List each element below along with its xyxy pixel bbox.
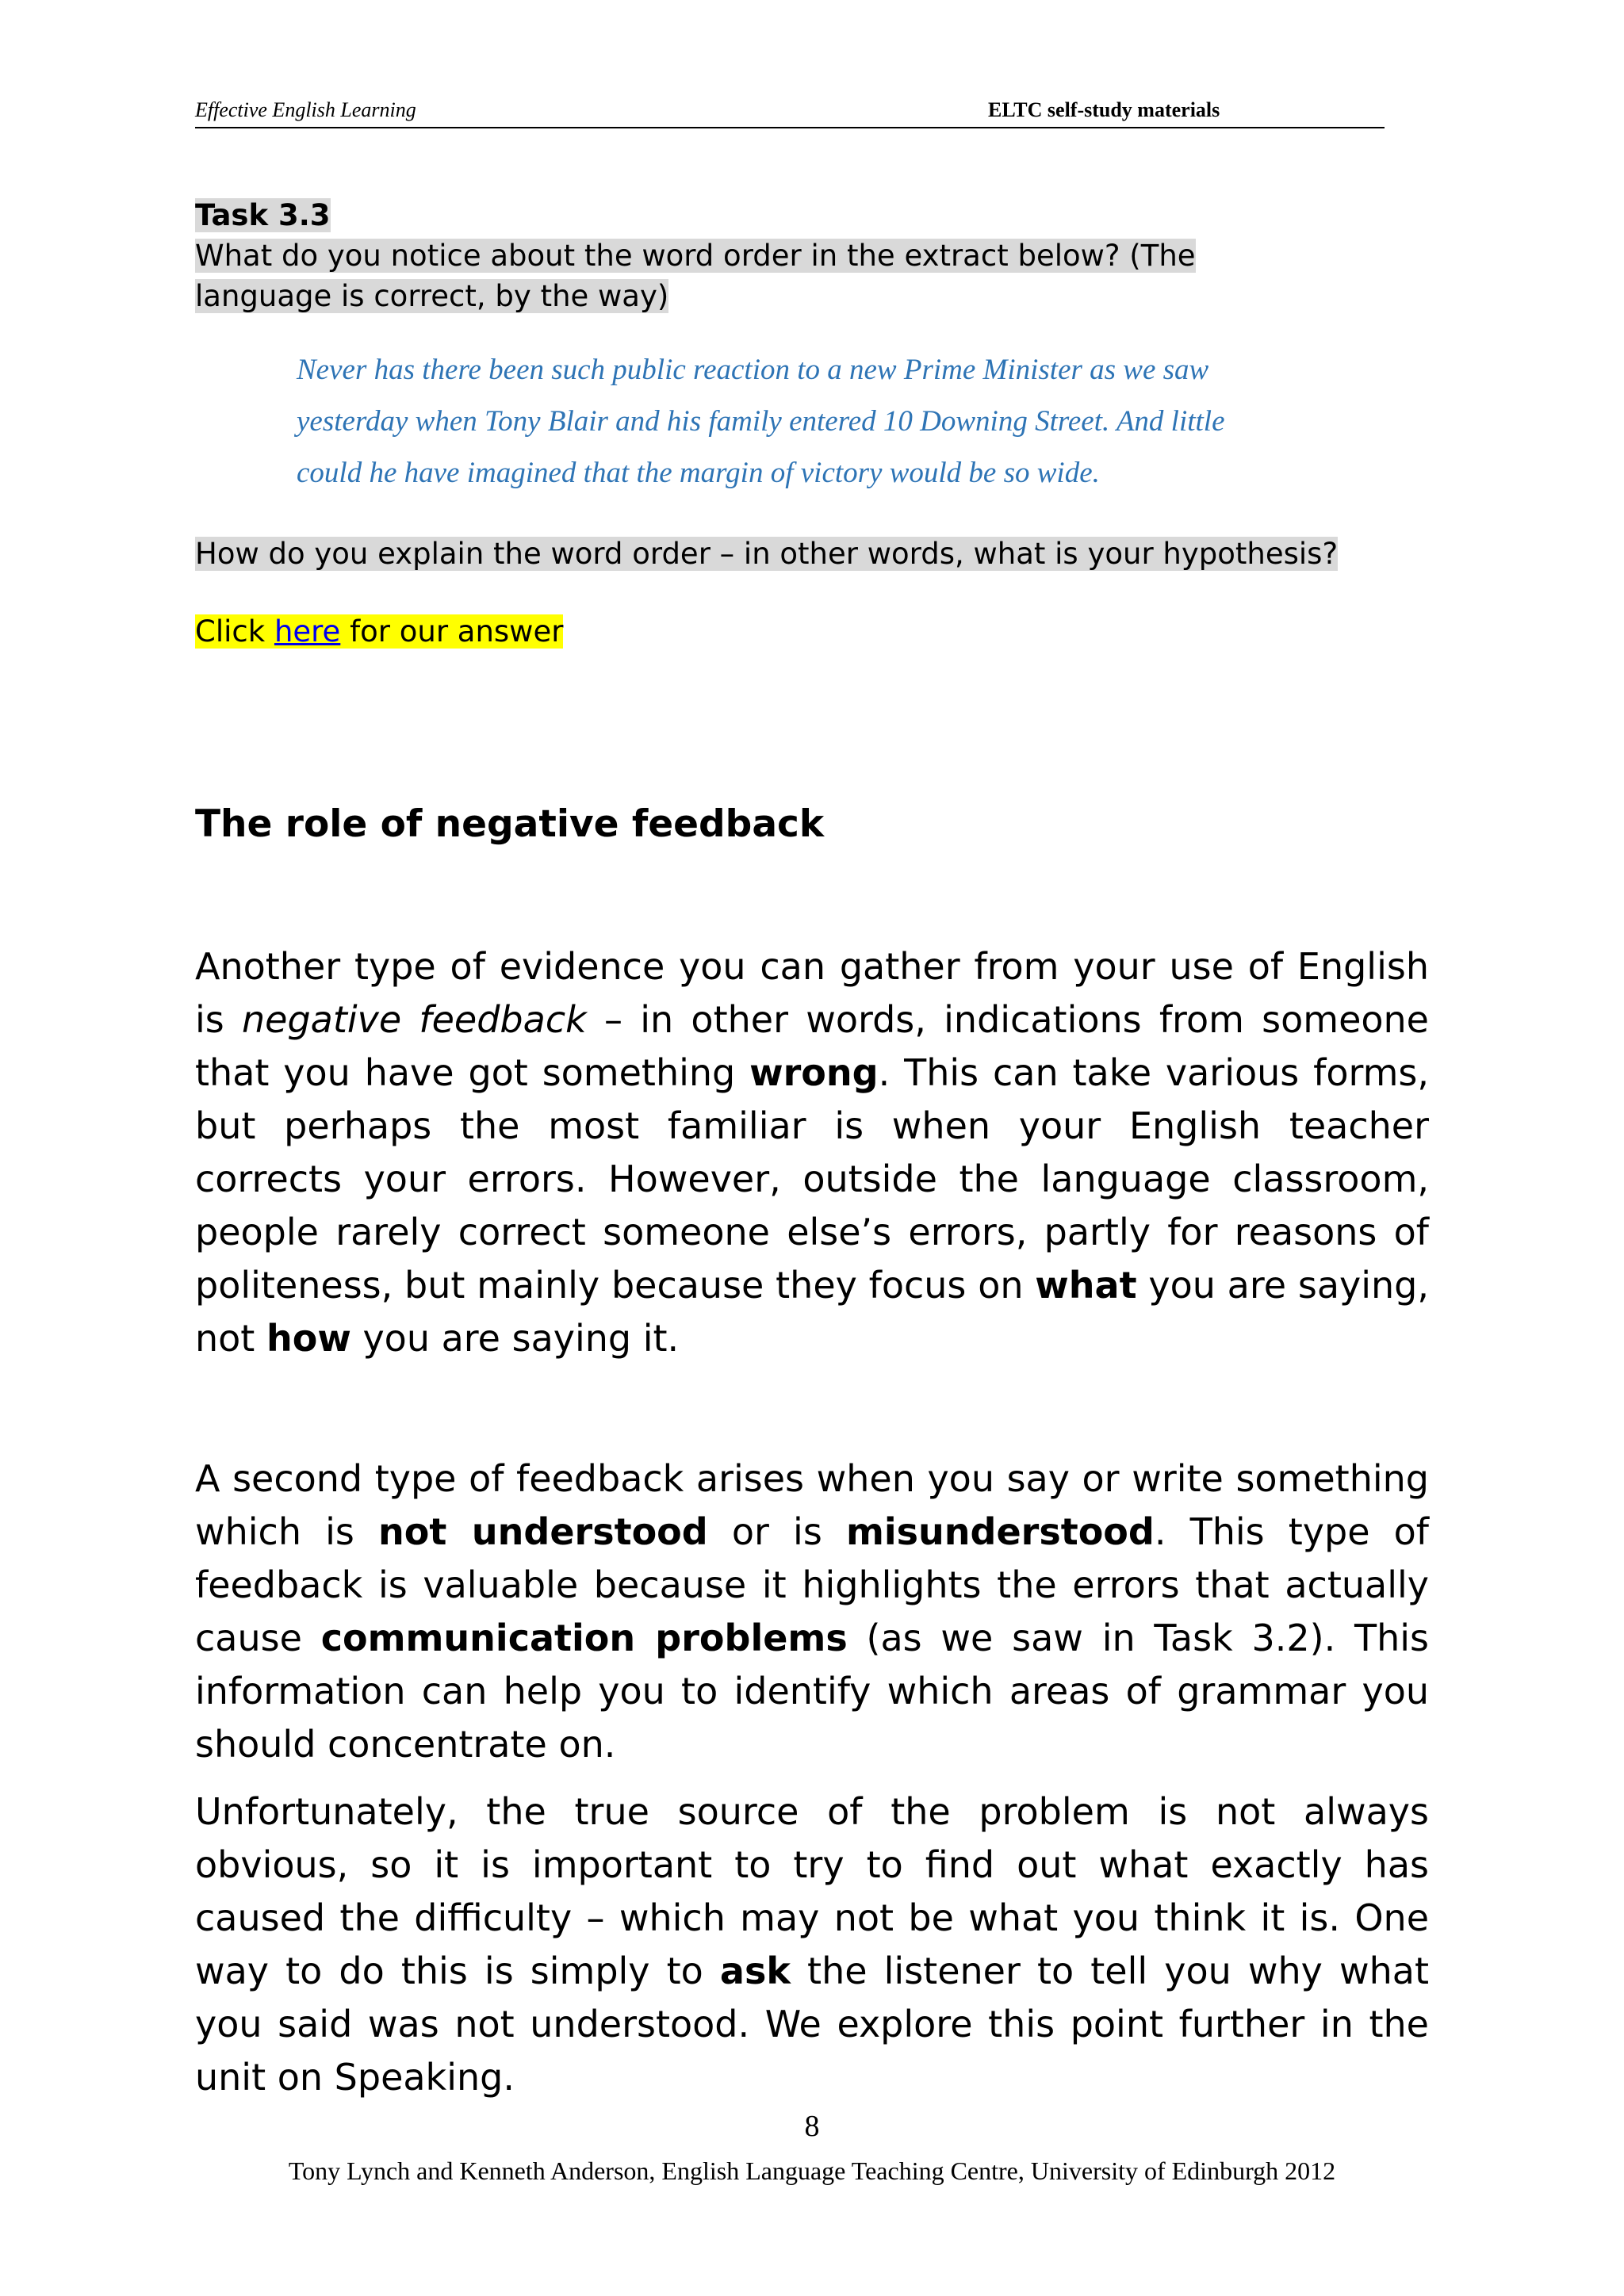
bold-term: how [266, 1317, 351, 1360]
task-title: Task 3.3 [195, 198, 331, 232]
text-run: (as we saw in Task 3.2). This information can help you to identify which areas of grammar you should concentrate on. [195, 1617, 1430, 1766]
answer-suffix: for our answer [340, 614, 564, 649]
task-instruction: What do you notice about the word order in the extract below? (The language is correct, by the way) [195, 239, 1196, 313]
text-run: the listener to tell you why what you said was not understood. We explore this point further in the unit on Speaking. [195, 1950, 1429, 2099]
text-run: you are saying it. [350, 1317, 680, 1360]
answer-link[interactable]: here [274, 614, 341, 649]
header-left: Effective English Learning [195, 98, 416, 121]
page-header [195, 94, 1385, 128]
bold-term: ask [719, 1950, 791, 1992]
text-run: you are saying, not [195, 1264, 1429, 1360]
header-right: ELTC self-study materials [988, 98, 1220, 121]
bold-term: misunderstood [845, 1510, 1155, 1553]
paragraph-source-of-problem [195, 1785, 1429, 2104]
text-run: Another type of evidence you can gather from your use of English is [195, 945, 1429, 1041]
bold-term: wrong [749, 1051, 879, 1094]
footer-credit: Tony Lynch and Kenneth Anderson, English Language Teaching Centre, University of Edinburgh 2012 [288, 2156, 1336, 2185]
page-number: 8 [804, 2110, 820, 2143]
task-block [195, 195, 1305, 316]
task-question [195, 534, 1338, 574]
text-run: – in other words, indications from someone that you have got something [195, 998, 1429, 1094]
task-question-text: How do you explain the word order – in other words, what is your hypothesis? [195, 537, 1339, 571]
bold-term: not understood [378, 1510, 708, 1553]
bold-term: communication problems [320, 1617, 848, 1659]
answer-highlight [195, 614, 563, 649]
answer-line [195, 612, 563, 652]
paragraph-second-feedback [195, 1452, 1429, 1771]
paragraph-negative-feedback [195, 940, 1429, 1365]
answer-prefix: Click [195, 614, 274, 649]
text-run: . This can take various forms, but perhaps the most familiar is when your English teacher corrects your errors. However, outside the language classroom, people rarely correct someone else’s errors, partly for reasons of politeness, but mainly because they focus on [195, 1051, 1429, 1307]
section-title: The role of negative feedback [195, 802, 825, 846]
text-run: Unfortunately, the true source of the problem is not always obvious, so it is important to try to find out what exactly has caused the difficulty – which may not be what you think it is. One way to do this is simply to [195, 1790, 1429, 1992]
italic-term: negative feedback [242, 998, 587, 1041]
extract-quote: Never has there been such public reaction to a new Prime Minister as we saw yesterday when Tony Blair and his family entered 10 Downing Street. And little could he have imagined that the margin of victory would be so wide. [297, 354, 1225, 489]
text-run: or is [707, 1510, 846, 1553]
bold-term: what [1035, 1264, 1137, 1307]
text-run: A second type of feedback arises when you say or write something which is [195, 1457, 1429, 1553]
text-run: . This type of feedback is valuable because it highlights the errors that actually cause [195, 1510, 1429, 1659]
